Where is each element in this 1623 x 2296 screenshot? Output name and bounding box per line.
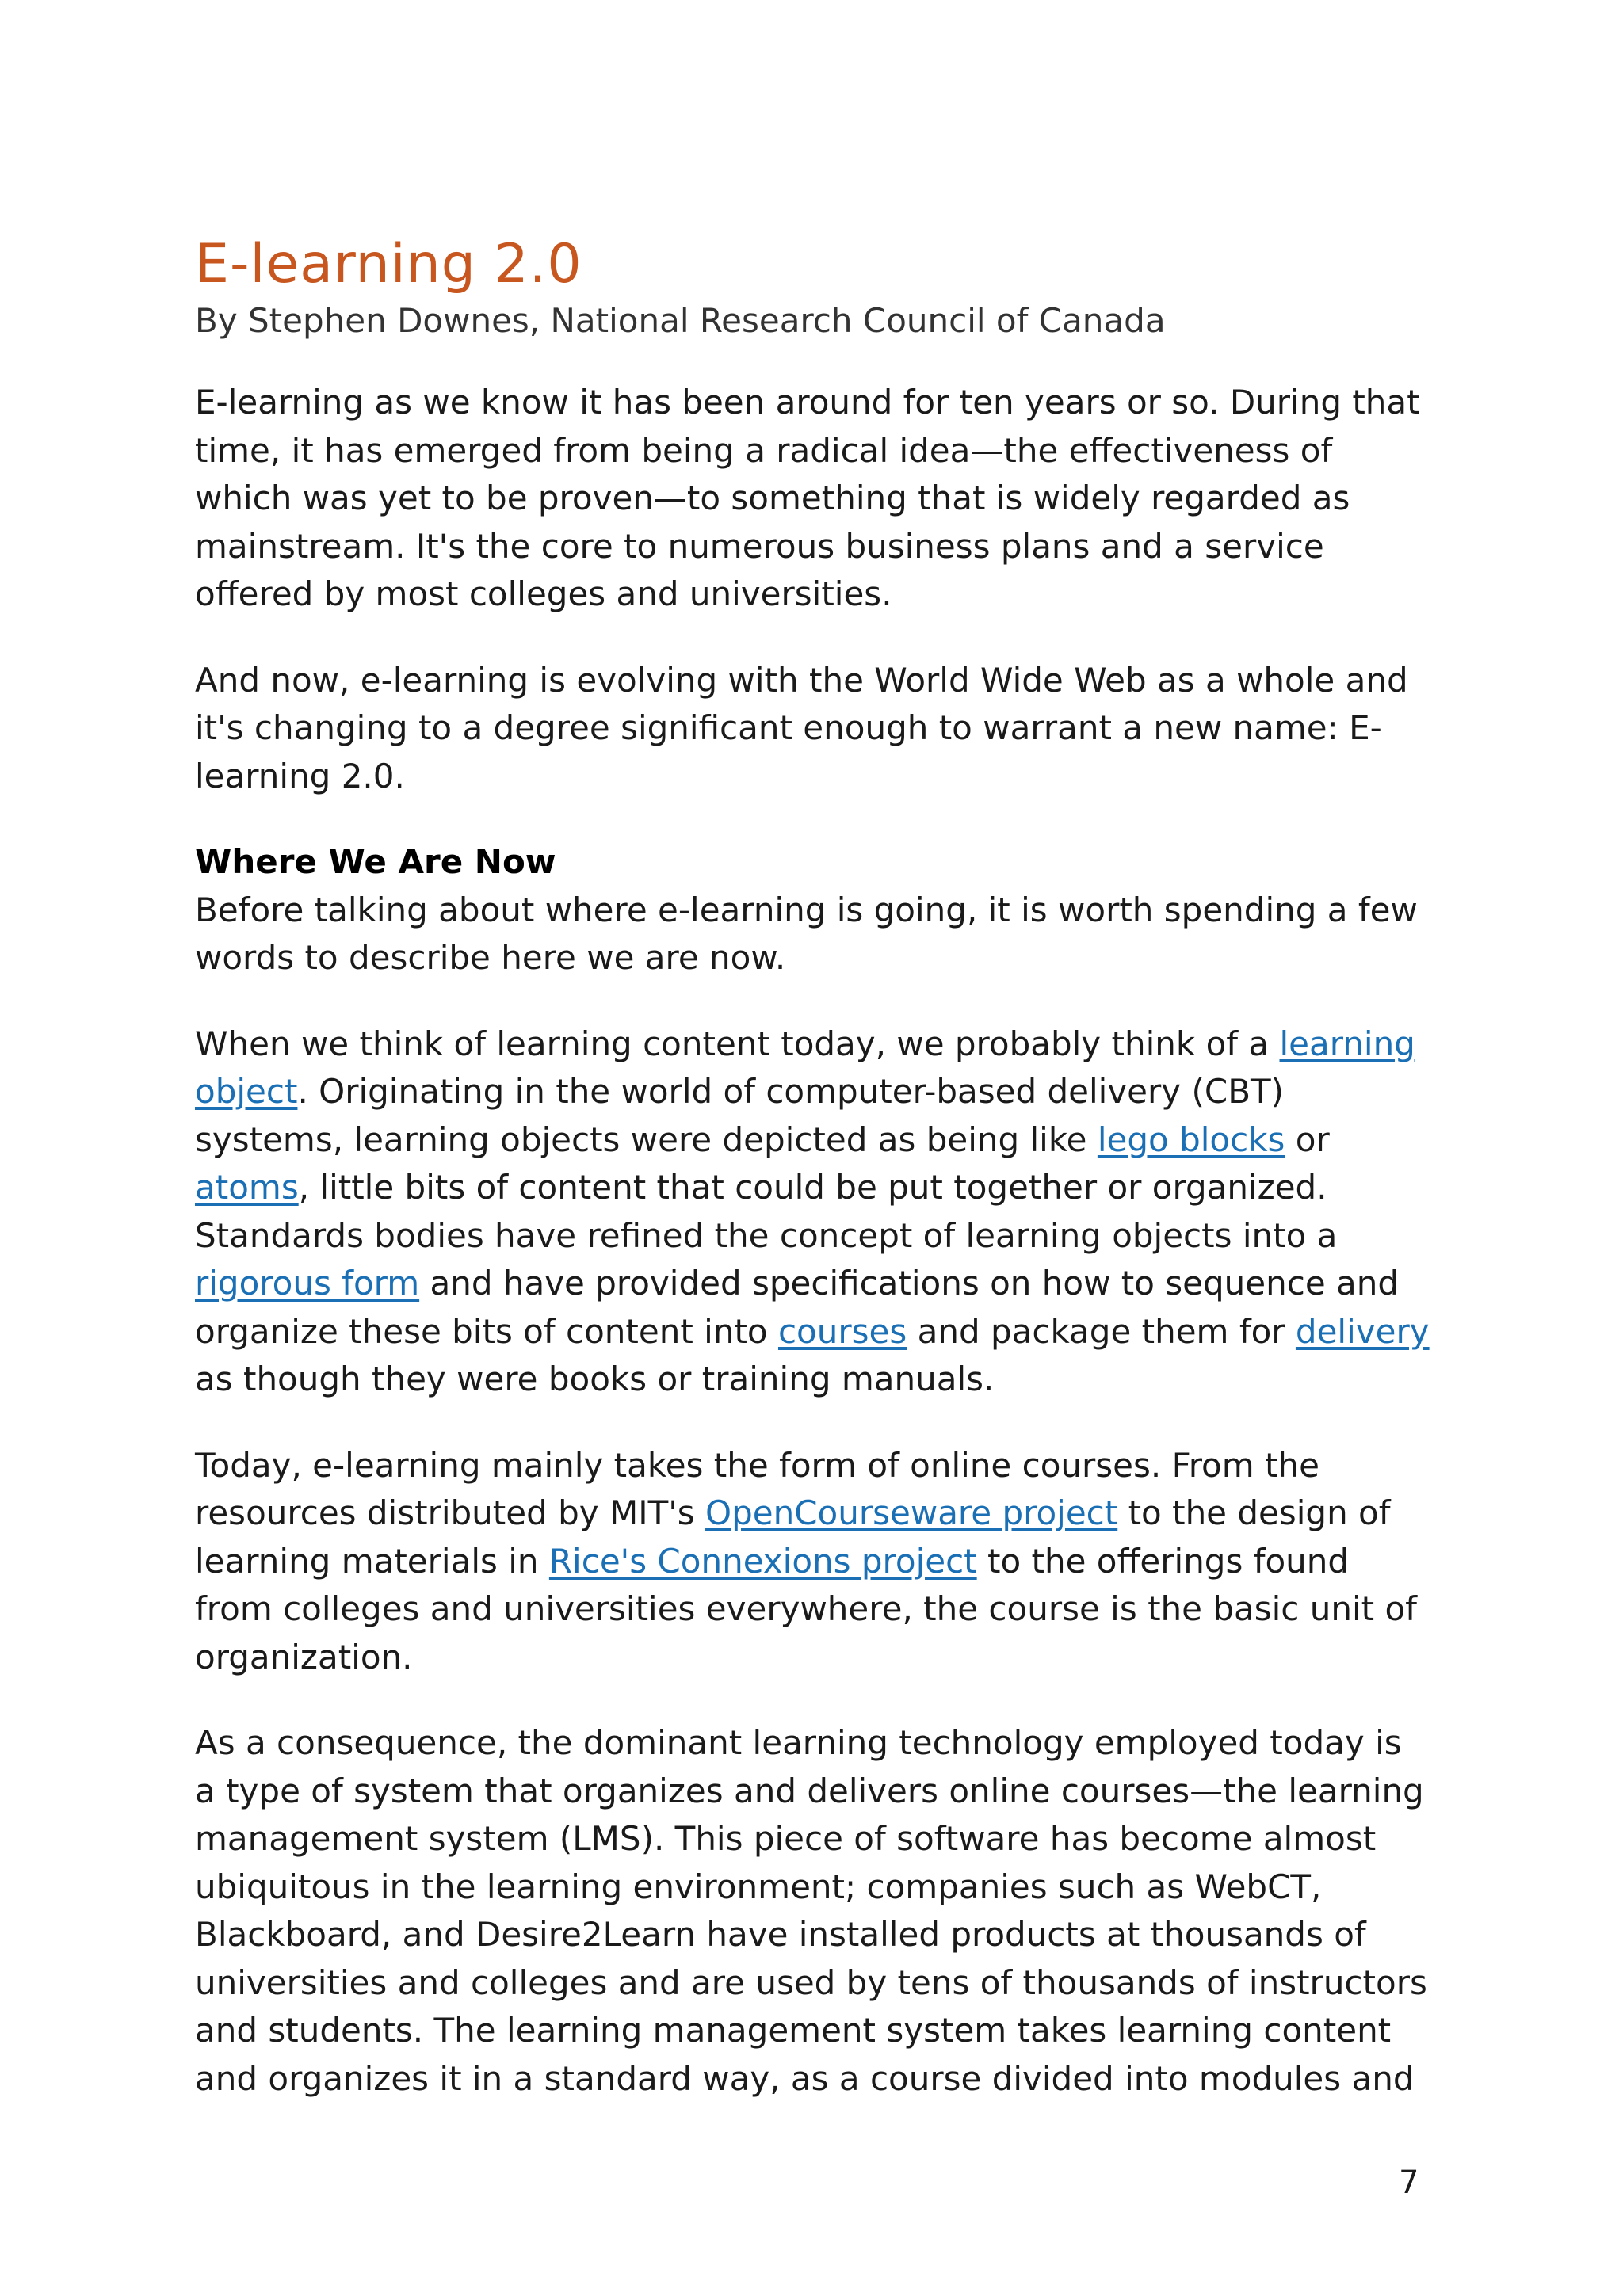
- paragraph-intro: E-learning as we know it has been around for ten years or so. During that time, it has emerged from being a radical idea—the effectiveness of which was yet to be proven—to something that is widely regarded as mainstream. It's the core to numerous business plans and a service offered by most colleges and universities.: [195, 383, 1420, 613]
- text-span: . Originating in the world of computer-based delivery (CBT) systems, learning objects were depicted as being like: [195, 1072, 1285, 1159]
- courses-link[interactable]: courses: [777, 1311, 907, 1351]
- paragraph-elearning-2: And now, e-learning is evolving with the World Wide Web as a whole and it's changing to a degree significant enough to warrant a new name: E-learning 2.0.: [195, 660, 1408, 795]
- text-span: Today, e-learning mainly takes the form of online courses. From the resources distributed by MIT's: [195, 1445, 1319, 1532]
- text-span: , little bits of content that could be put together or organized. Standards bodies have refined the concept of learning objects into a: [195, 1168, 1338, 1255]
- text-span: to the offerings found from colleges and universities everywhere, the course is the basic unit of organization.: [195, 1541, 1417, 1676]
- paragraph-online-courses: [195, 1442, 1431, 1682]
- text-span: When we think of learning content today, we probably think of a: [195, 1024, 1280, 1063]
- page-number: 7: [1399, 2164, 1419, 2201]
- lego-blocks-link[interactable]: lego blocks: [1097, 1119, 1285, 1159]
- byline: By Stephen Downes, National Research Council of Canada: [195, 301, 1166, 340]
- text-span: as though they were books or training manuals.: [195, 1360, 995, 1398]
- text-span: and package them for: [907, 1311, 1296, 1351]
- connexions-link[interactable]: Rice's Connexions project: [548, 1541, 977, 1581]
- text-span: or: [1285, 1119, 1330, 1159]
- delivery-link[interactable]: delivery: [1295, 1311, 1430, 1351]
- learning-object-link[interactable]: learning object: [195, 1024, 1415, 1111]
- paragraph-learning-objects: [195, 1020, 1431, 1404]
- opencourseware-link[interactable]: OpenCourseware project: [705, 1493, 1118, 1532]
- text-span: to the design of learning materials in: [195, 1493, 1391, 1581]
- text-span: and have provided specifications on how to sequence and organize these bits of content into: [195, 1264, 1400, 1351]
- rigorous-form-link[interactable]: rigorous form: [195, 1264, 420, 1302]
- paragraph-lms: As a consequence, the dominant learning technology employed today is a type of system that organizes and delivers online courses—the learning management system (LMS). This piece of software has become almost ubiquitous in the learning environment; companies such as WebCT, Blackboard, and Desire2Learn have installed products at thousands of universities and colleges and are used by tens of thousands of instructors and students. The learning management system takes learning content and organizes it in a standard way, as a course divided into modules and: [195, 1723, 1427, 2098]
- atoms-link[interactable]: atoms: [195, 1168, 299, 1207]
- document-page: [195, 231, 1431, 2141]
- paragraph-where-we-are: Before talking about where e-learning is going, it is worth spending a few words to describe here we are now.: [195, 890, 1418, 977]
- section-heading: Where We Are Now: [195, 842, 556, 881]
- document-title: E-learning 2.0: [195, 233, 582, 296]
